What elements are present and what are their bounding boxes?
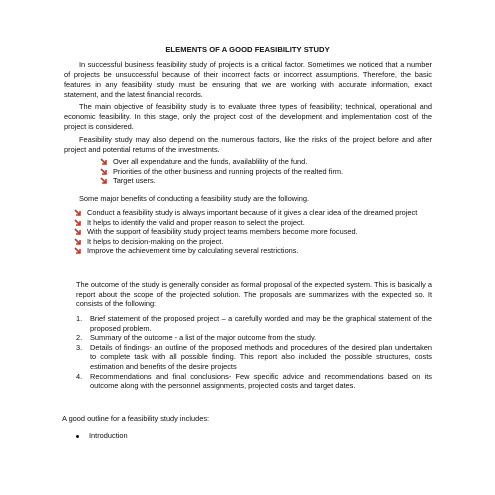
list-item: Priorities of the other business and running projects of the realted firm. — [100, 167, 430, 177]
factors-paragraph — [64, 135, 432, 155]
outcome-paragraph: The outcome of the study is generally consider as formal proposal of the expected system. This is basically a report about the scope of the projected solution. The proposals are summarizes with the expected so. It consists of the following: — [76, 280, 432, 309]
arrow-bullet-icon — [74, 228, 83, 236]
list-item: With the support of feasibility study project teams members become more focused. — [74, 227, 436, 237]
list-item: Improve the achievement time by calculating several restrictions. — [74, 246, 436, 256]
list-item: 1. Brief statement of the proposed project – a carefully worded and may be the graphical statement of the proposed problem. — [76, 314, 432, 333]
arrow-bullet-icon — [74, 238, 83, 246]
outline-intro: A good outline for a feasibility study includes: — [62, 414, 210, 423]
arrow-bullet-icon — [100, 168, 109, 176]
list-item: 2. Summary of the outcome - a list of the major outcome from the study. — [76, 333, 317, 343]
list-item: Introduction — [76, 431, 128, 441]
objective-paragraph-text: The main objective of feasibility study is to evaluate three types of feasibility; technical, operational and economic feasibility. In this stage, only the project cost of the development and implementation cost of the project is considered. — [64, 102, 432, 131]
arrow-bullet-icon — [74, 247, 83, 255]
intro-paragraph — [64, 60, 432, 100]
outcome-list — [76, 314, 432, 391]
list-item: 3. Details of findings- an outline of the proposed methods and procedures of the desired plan undertaken to complete task with all possible finding. This report also included the possible structures, costs estimation and benefits of the desire projects — [76, 342, 432, 371]
list-item: It helps to identify the valid and proper reason to select the project. — [74, 218, 436, 228]
factors-paragraph-text: Feasibility study may also depend on the numerous factors, like the risks of the project before and after project and potential returns of the investments. — [64, 135, 432, 154]
arrow-bullet-icon — [100, 177, 109, 185]
list-item: Conduct a feasibility study is always important because of it gives a clear idea of the dreamed project — [74, 208, 436, 218]
benefits-list — [74, 208, 436, 256]
list-item: Target users. — [100, 176, 430, 186]
factors-list — [100, 157, 430, 186]
arrow-bullet-icon — [74, 219, 83, 227]
arrow-bullet-icon — [74, 209, 83, 217]
list-item: Over all expendature and the funds, availablility of the fund. — [100, 157, 430, 167]
list-item: 4. Recommendations and final conclusions- Few specific advice and recommendations based on its outcome along with the personnel assignments, projected costs and target dates. — [76, 371, 432, 391]
document-title: ELEMENTS OF A GOOD FEASIBILITY STUDY — [165, 45, 330, 54]
list-item: It helps to decision-making on the project. — [74, 237, 436, 247]
objective-paragraph — [64, 102, 432, 132]
benefits-intro — [64, 194, 432, 204]
bullet-dot-icon — [76, 435, 79, 438]
arrow-bullet-icon — [100, 158, 109, 166]
benefits-intro-text: Some major benefits of conducting a feasibility study are the following. — [79, 194, 310, 203]
intro-paragraph-text: In successful business feasibility study of projects is a critical factor. Sometimes we noticed that a number of projects be unsuccessful because of their incorrect facts or incorrect assumptions. Therefore, the basic features in any feasibility study must be ensuring that we are working with accurate information, exact statement, and the latest financial records. — [64, 60, 432, 99]
